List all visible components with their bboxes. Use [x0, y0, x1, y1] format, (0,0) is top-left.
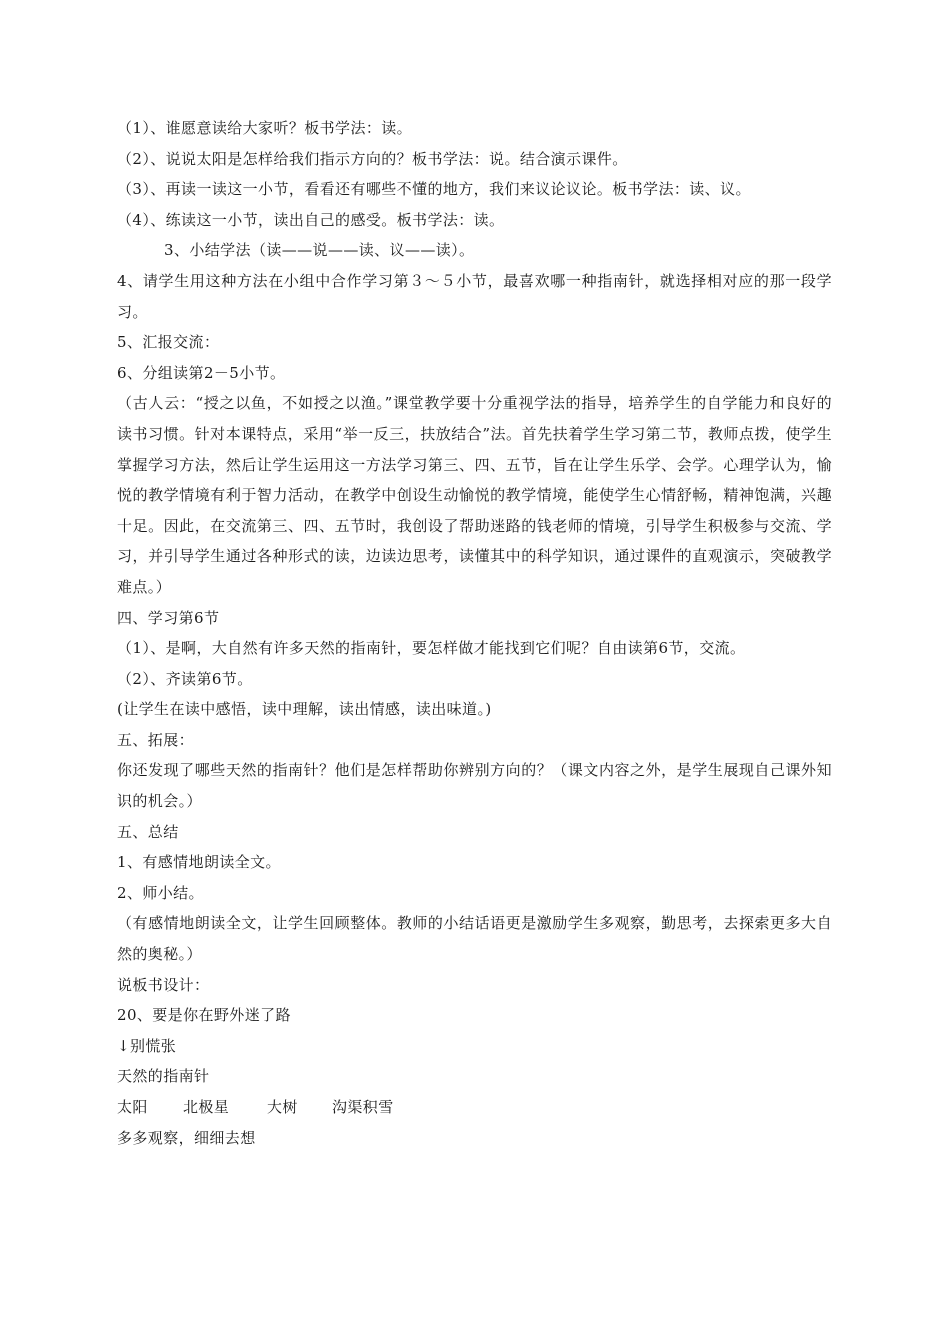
board-title: 20、要是你在野外迷了路 [117, 1006, 291, 1025]
board-arrow-line: ↓别慌张 [117, 1036, 177, 1055]
section-4-note: (让学生在读中感悟，读中理解，读出情感，读出味道。) [117, 700, 492, 719]
step-4-practice: （4）、练读这一小节，读出自己的感受。板书学法：读。 [117, 210, 505, 229]
board-closing-line: 多多观察，细细去想 [117, 1128, 256, 1147]
step-2-explain-sun: （2）、说说太阳是怎样给我们指示方向的？板书学法：说。结合演示课件。 [117, 149, 628, 168]
summary-method: 3、小结学法（读——说——读、议——读）。 [164, 241, 475, 260]
summary-step-1: 1、有感情地朗读全文。 [117, 853, 281, 872]
board-items-row [117, 1092, 832, 1123]
board-item-sun: 太阳 [117, 1098, 148, 1116]
document-page [117, 113, 832, 1153]
board-item-ditch-snow: 沟渠积雪 [332, 1098, 394, 1116]
step-1-read-aloud: （1）、谁愿意读给大家听？板书学法：读。 [117, 119, 413, 137]
board-design-heading: 说板书设计： [117, 975, 210, 994]
extension-question: 你还发现了哪些天然的指南针？他们是怎样帮助你辨别方向的？（课文内容之外，是学生展现自己课外知识的机会。） [117, 761, 832, 811]
section-4-heading: 四、学习第6节 [117, 608, 220, 627]
step-3-discuss: （3）、再读一读这一小节，看看还有哪些不懂的地方，我们来议论议论。板书学法：读、议。 [117, 180, 751, 199]
item-5-report: 5、汇报交流： [117, 333, 220, 352]
section-4-step-1: （1）、是啊，大自然有许多天然的指南针，要怎样做才能找到它们呢？自由读第6节，交流。 [117, 639, 746, 658]
section-5-extension-heading: 五、拓展： [117, 730, 195, 749]
summary-note: （有感情地朗读全文，让学生回顾整体。教师的小结话语更是激励学生多观察，勤思考，去探索更多大自然的奥秘。） [117, 914, 832, 964]
summary-step-2: 2、师小结。 [117, 883, 204, 902]
item-6-group-read: 6、分组读第2－5小节。 [117, 363, 286, 382]
teaching-rationale-paragraph: （古人云：“授之以鱼，不如授之以渔。”课堂教学要十分重视学法的指导，培养学生的自学能力和良好的读书习惯。针对本课特点，采用“举一反三，扶放结合”法。首先扶着学生学习第二节，教师点拨，使学生掌握学习方法，然后让学生运用这一方法学习第三、四、五节，旨在让学生乐学、会学。心理学认为，愉悦的教学情境有利于智力活动，在教学中创设生动愉悦的教学情境，能使学生心情舒畅，精神饱满，兴趣十足。因此，在交流第三、四、五节时，我创设了帮助迷路的钱老师的情境，引导学生积极参与交流、学习，并引导学生通过各种形式的读，边读边思考，读懂其中的科学知识，通过课件的直观演示，突破教学难点。） [117, 394, 832, 596]
item-4-group-study: 4、请学生用这种方法在小组中合作学习第３～５小节，最喜欢哪一种指南针，就选择相对应的那一段学习。 [117, 271, 832, 321]
section-5-summary-heading: 五、总结 [117, 822, 179, 841]
board-subtitle: 天然的指南针 [117, 1067, 210, 1086]
board-item-north-star: 北极星 [183, 1098, 230, 1116]
section-4-step-2: （2）、齐读第6节。 [117, 669, 253, 688]
board-item-tree: 大树 [267, 1098, 298, 1116]
